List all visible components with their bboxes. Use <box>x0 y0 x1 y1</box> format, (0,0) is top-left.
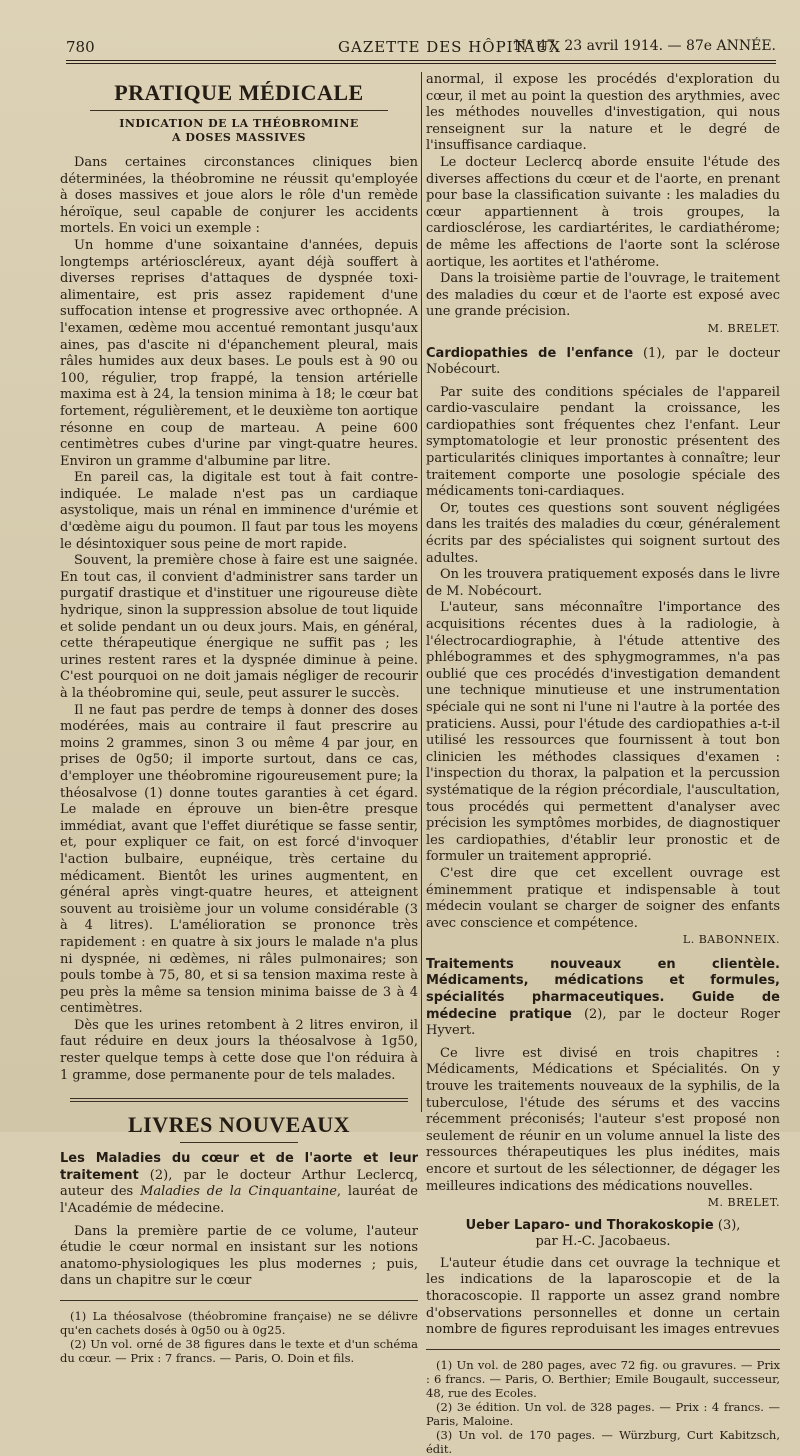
page-header <box>66 34 776 62</box>
paragraph: Ce livre est divisé en trois chapitres : Médicaments, Médications et Spécialités. On y trouve les traitements nouveaux de la syphilis, de la tuberculose, l'étude des sérums et des vaccins récemment préconisés; l'auteur s'est proposé non seulement de réunir en un volume annuel la liste des ressources thérapeutiques les plus inédites, mais encore et surtout de les sélectionner, de dégager les meilleures indications des médications nouvelles. <box>426 1045 780 1194</box>
column-divider <box>421 72 422 1112</box>
signature: M. BRELET. <box>707 1196 780 1210</box>
paragraph: L'auteur, sans méconnaître l'importance des acquisitions récentes dues à la radiologie, à l'électrocardiographie, à l'étude attentive des phlébogrammes et des sphygmogrammes, n'a pas oublié que ces procédés d'investigation demandent une technique minutieuse et une instrumentation spéciale qui ne sont ni l'une ni l'autre à la portée des praticiens. Aussi, pour l'étude des cardiopathies a-t-il utilisé les ressources que fournissent à tout bon clinicien les méthodes classiques d'examen : l'inspection du thorax, la palpation et la percussion systématique de la région précordiale, l'auscultation, tous procédés qui permettent d'analyser avec précision les symptômes morbides, de diagnostiquer les cardiopathies, d'établir leur pronostic et de formuler un traitement approprié. <box>426 600 780 865</box>
article-subtitle <box>60 117 418 145</box>
book-author: (1), par le docteur Nobécourt. <box>426 345 780 378</box>
issue-info: N° 47, 23 avril 1914. — 87e ANNÉE. <box>513 38 776 54</box>
article-subtitle-line-1: INDICATION DE LA THÉOBROMINE <box>119 117 359 130</box>
article-subtitle-line-2: A DOSES MASSIVES <box>172 131 306 144</box>
book-title: Les Maladies du cœur et de l'aorte et leur traitement <box>60 1151 418 1183</box>
paragraph: L'auteur étudie dans cet ouvrage la technique et les indications de la laparoscopie et de la thoracoscopie. Il rapporte un assez grand nombre d'observations personnelles et donne un certain nombre de figures reproduisant les images entrevues <box>426 1255 780 1338</box>
section-rule <box>180 1142 298 1143</box>
footnote: (2) Un vol. orné de 38 figures dans le texte et d'un schéma du cœur. — Prix : 7 francs. — Paris, O. Doin et fils. <box>60 1337 418 1365</box>
signature: L. BABONNEIX. <box>682 933 780 947</box>
left-column <box>60 72 418 1365</box>
paragraph: Dans certaines circonstances cliniques bien déterminées, la théobromine ne réussit qu'employée à doses massives et joue alors le rôle d'un remède héroïque, seul capable de conjurer les accidents mortels. En voici un exemple : <box>60 155 418 237</box>
footnote: (1) Un vol. de 280 pages, avec 72 fig. ou gravures. — Prix : 6 francs. — Paris, O. Berthier; Emile Bougault, successeur, 48, rue des Ecoles. <box>426 1357 780 1400</box>
section-rule <box>90 110 388 111</box>
paragraph: anormal, il expose les procédés d'exploration du cœur, il met au point la question des arythmies, avec les méthodes nouvelles d'investigation, qui nous renseignent sur la nature et le degré de l'insuffisance cardiaque. <box>426 72 780 154</box>
book-heading <box>426 1218 780 1250</box>
book-author: par H.-C. Jacobaeus. <box>535 1233 671 1249</box>
footnotes-right <box>426 1349 780 1456</box>
footnote: (3) Un vol. de 170 pages. — Würzburg, Curt Kabitzsch, édit. <box>426 1427 780 1456</box>
right-column <box>426 72 780 1456</box>
book-ref: (3), <box>713 1217 741 1233</box>
paragraph: Dès que les urines retombent à 2 litres environ, il faut réduire en deux jours la théosalvose à 1g50, rester quelque temps à cette dose que l'on réduira à 1 gramme, dose permanente pour de tels malades. <box>60 1017 418 1083</box>
page-number: 780 <box>66 38 95 56</box>
paragraph: C'est dire que cet excellent ouvrage est éminemment pratique et indispensable à tout médecin voulant se charger de soigner des enfants avec conscience et compétence. <box>426 865 780 931</box>
section-title-pratique: PRATIQUE MÉDICALE <box>114 80 364 105</box>
paragraph: Souvent, la première chose à faire est une saignée. En tout cas, il convient d'administrer sans tarder un purgatif drastique et d'instituer une rigoureuse diète hydrique, sinon la suppression absolue de tout liquide et solide pendant un ou deux jours. Mais, en général, cette thérapeutique énergique ne suffit pas ; les urines restent rares et la dyspnée diminue à peine. C'est pourquoi on ne doit jamais négliger de recourir à la théobromine qui, seule, peut assurer le succès. <box>60 553 418 701</box>
paragraph: Or, toutes ces questions sont souvent négligées dans les traités des maladies du cœur, généralement écrits par des spécialistes qui soignent surtout des adultes. <box>426 500 780 566</box>
book-author-end: , lauréat de l'Académie de médecine. <box>60 1184 418 1217</box>
section-title-livres: LIVRES NOUVEAUX <box>127 1112 351 1138</box>
paragraph: Par suite des conditions spéciales de l'appareil cardio-vasculaire pendant la croissance, les cardiopathies sont fréquentes chez l'enfant. Leur symptomatologie et leur pronostic présentent des particularités cliniques importantes à connaître; leur traitement comporte une posologie spéciale des médicaments toni-cardiaques. <box>426 384 780 500</box>
paragraph: Dans la première partie de ce volume, l'auteur étudie le cœur normal en insistant sur les notions anatomo-physiologiques les plus modernes ; puis, dans un chapitre sur le cœur <box>60 1223 418 1289</box>
paragraph: Le docteur Leclercq aborde ensuite l'étude des diverses affections du cœur et de l'aorte, en prenant pour base la classification suivante : les maladies du cœur appartiennent à trois groupes, la cardiosclérose, les cardiartérites, le cardiathérome; de même les affections de l'aorte sont la sclérose aortique, les aortites et l'athérome. <box>426 154 780 270</box>
paragraph: On les trouvera pratiquement exposés dans le livre de M. Nobécourt. <box>426 567 780 599</box>
paragraph: Il ne faut pas perdre de temps à donner des doses modérées, mais au contraire il faut prescrire au moins 2 grammes, sinon 3 ou même 4 par jour, en prises de 0g50; il importe surtout, dans ce cas, d'employer une théobromine rigoureusement pure; la théosalvose (1) donne toutes garanties à cet égard. Le malade en éprouve un bien-être presque immédiat, avant que l'effet diurétique se fasse sentir, et, pour expliquer ce fait, on est forcé d'invoquer l'action bulbaire, eupnéique, très certaine du médicament. Bientôt les urines augmentent, en général après vingt-quatre heures, et atteignent souvent au troisième jour un volume considérable (3 à 4 litres). L'amélioration se prononce très rapidement : en quatre à six jours le malade n'a plus ni dyspnée, ni œdèmes, ni râles pulmonaires; son pouls tombe à 75, 80, et si sa tension maxima reste à peu près la même sa tension minima baisse de 3 à 4 centimètres. <box>60 702 418 1017</box>
book-reference: Maladies de la Cinquantaine <box>140 1184 337 1200</box>
footnotes-left <box>60 1300 418 1365</box>
book-title: Ueber Laparo- und Thorakoskopie <box>465 1217 714 1233</box>
paragraph: En pareil cas, la digitale est tout à fait contre-indiquée. Le malade n'est pas un cardiaque asystolique, mais un rénal en imminence d'urémie et d'œdème aigu du poumon. Il faut par tous les moyens le désintoxiquer sous peine de mort rapide. <box>60 470 418 552</box>
book-author: (2), par le docteur Arthur Leclercq, auteur des <box>60 1167 418 1200</box>
footnote: (1) La théosalvose (théobromine française) ne se délivre qu'en cachets dosés à 0g50 ou à 0g25. <box>60 1309 418 1337</box>
paragraph: Dans la troisième partie de l'ouvrage, le traitement des maladies du cœur et de l'aorte est exposé avec une grande précision. <box>426 271 780 320</box>
book-title: Cardiopathies de l'enfance <box>426 345 634 361</box>
book-heading <box>60 1151 418 1217</box>
book-author: (2), par le docteur Roger Hyvert. <box>426 1006 780 1039</box>
journal-title: GAZETTE DES HÔPITAUX <box>338 38 561 56</box>
book-heading <box>426 957 780 1040</box>
signature: M. BRELET. <box>707 321 780 335</box>
footnote: (2) 3e édition. Un vol. de 328 pages. — Prix : 4 francs. — Paris, Maloine. <box>426 1399 780 1428</box>
paragraph: Un homme d'une soixantaine d'années, depuis longtemps artérioscléreux, ayant déjà souffert à diverses reprises d'attaques de dyspnée toxi-alimentaire, est pris assez rapidement d'une suffocation intense et progressive avec orthopnée. A l'examen, œdème mou accentué remontant jusqu'aux aines, pas d'ascite ni d'épanchement pleural, mais râles humides aux deux bases. Le pouls est à 90 ou 100, régulier, trop frappé, la tension artérielle maxima est à 24, la tension minima à 18; le cœur bat fortement, régulièrement, et le deuxième ton aortique résonne en coup de marteau. A peine 600 centimètres cubes d'urine par vingt-quatre heures. Environ un gramme d'albumine par litre. <box>60 237 418 469</box>
book-heading <box>426 346 780 379</box>
book-title: Traitements nouveaux en clientèle. Médicaments, médications et formules, spécialités pharmaceutiques. Guide de médecine pratique <box>426 956 780 1022</box>
header-rule <box>66 60 776 64</box>
section-separator <box>70 1098 408 1102</box>
